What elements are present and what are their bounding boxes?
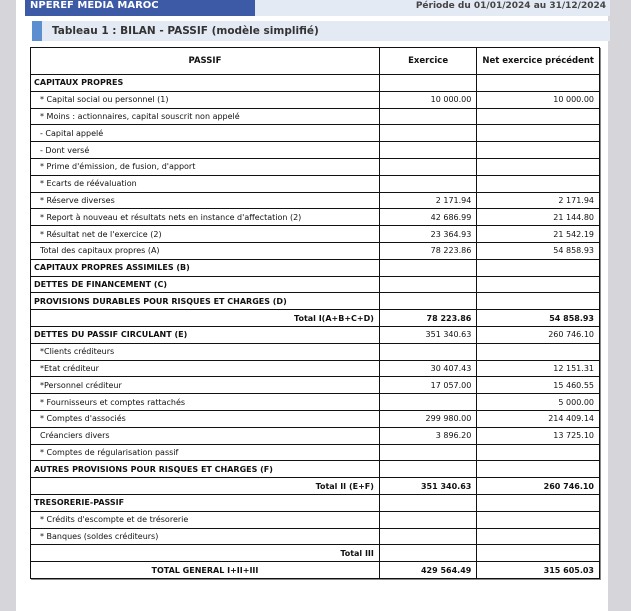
row-value-exercice [379,343,476,360]
row-value-exercice: 3 896.20 [379,427,476,444]
table-title: Tableau 1 : BILAN - PASSIF (modèle simplifié) [52,25,319,37]
row-value-exercice: 2 171.94 [379,192,476,209]
row-value-exercice [379,259,476,276]
row-value-previous [477,293,600,310]
row-label: * Banques (soldes créditeurs) [31,528,380,545]
row-label: * Ecarts de réévaluation [31,175,380,192]
row-value-previous [477,511,600,528]
row-label: Total II (E+F) [31,478,380,495]
row-value-previous [477,494,600,511]
table-row [31,226,600,243]
row-label: Total III [31,545,380,562]
table-row [31,192,600,209]
table-row [31,125,600,142]
column-header-passif: PASSIF [31,48,380,75]
row-label: Créanciers divers [31,427,380,444]
row-label: PROVISIONS DURABLES POUR RISQUES ET CHARGES (D) [31,293,380,310]
row-value-exercice: 42 686.99 [379,209,476,226]
row-label: * Fournisseurs et comptes rattachés [31,394,380,411]
row-value-exercice: 78 223.86 [379,242,476,259]
document-page [16,0,608,611]
table-row [31,427,600,444]
row-label: * Comptes de régularisation passif [31,444,380,461]
row-value-exercice: 30 407.43 [379,360,476,377]
section-row [31,326,600,343]
row-value-previous: 15 460.55 [477,377,600,394]
row-value-previous: 54 858.93 [477,310,600,327]
row-value-exercice [379,125,476,142]
row-value-exercice [379,461,476,478]
row-value-previous: 54 858.93 [477,242,600,259]
row-label: DETTES DU PASSIF CIRCULANT (E) [31,326,380,343]
row-label: * Report à nouveau et résultats nets en instance d'affectation (2) [31,209,380,226]
row-label: - Dont versé [31,142,380,159]
total-row [31,478,600,495]
table-row [31,394,600,411]
row-value-previous [477,175,600,192]
row-label: *Personnel créditeur [31,377,380,394]
column-header-previous: Net exercice précédent [477,48,600,75]
table-row [31,511,600,528]
row-value-previous [477,461,600,478]
row-label: CAPITAUX PROPRES ASSIMILES (B) [31,259,380,276]
row-value-previous [477,158,600,175]
table-title-bar [32,21,610,41]
table-row [31,209,600,226]
row-value-exercice [379,528,476,545]
section-row [31,293,600,310]
row-value-previous: 10 000.00 [477,91,600,108]
row-value-exercice [379,75,476,92]
row-value-previous: 5 000.00 [477,394,600,411]
row-value-previous: 13 725.10 [477,427,600,444]
row-value-exercice: 351 340.63 [379,478,476,495]
row-label: *Clients créditeurs [31,343,380,360]
section-row [31,75,600,92]
row-value-previous [477,545,600,562]
row-value-exercice [379,175,476,192]
section-row [31,461,600,478]
table-row [31,444,600,461]
row-label: Total des capitaux propres (A) [31,242,380,259]
report-period: Période du 01/01/2024 au 31/12/2024 [415,1,606,11]
row-label: DETTES DE FINANCEMENT (C) [31,276,380,293]
row-value-previous: 260 746.10 [477,326,600,343]
row-value-previous [477,75,600,92]
row-label: * Crédits d'escompte et de trésorerie [31,511,380,528]
row-label: * Capital social ou personnel (1) [31,91,380,108]
row-label: TRESORERIE-PASSIF [31,494,380,511]
column-header-exercice: Exercice [379,48,476,75]
table-header-row [31,48,600,75]
table-row [31,175,600,192]
table-row [31,410,600,427]
row-value-previous [477,343,600,360]
table-row [31,108,600,125]
row-label: * Comptes d'associés [31,410,380,427]
row-value-previous: 2 171.94 [477,192,600,209]
row-label: * Résultat net de l'exercice (2) [31,226,380,243]
row-value-previous [477,528,600,545]
row-value-previous: 12 151.31 [477,360,600,377]
row-label: AUTRES PROVISIONS POUR RISQUES ET CHARGES (F) [31,461,380,478]
row-label: Total I(A+B+C+D) [31,310,380,327]
table-row [31,242,600,259]
table-row [31,158,600,175]
row-value-exercice: 78 223.86 [379,310,476,327]
row-label: * Prime d'émission, de fusion, d'apport [31,158,380,175]
table-row [31,91,600,108]
section-row [31,259,600,276]
table-row [31,528,600,545]
table-row [31,360,600,377]
row-label: *Etat créditeur [31,360,380,377]
row-value-previous: 260 746.10 [477,478,600,495]
row-value-exercice: 10 000.00 [379,91,476,108]
table-row [31,343,600,360]
total-row [31,562,600,579]
row-value-exercice [379,158,476,175]
bilan-passif-table [30,47,600,579]
row-value-exercice [379,276,476,293]
row-value-previous: 315 605.03 [477,562,600,579]
row-value-previous [477,276,600,293]
row-value-exercice [379,511,476,528]
row-value-previous: 214 409.14 [477,410,600,427]
row-value-exercice [379,293,476,310]
section-row [31,494,600,511]
section-row [31,276,600,293]
row-value-previous [477,142,600,159]
row-value-exercice: 299 980.00 [379,410,476,427]
report-header [25,0,610,16]
row-value-exercice: 429 564.49 [379,562,476,579]
row-value-previous [477,259,600,276]
table-row [31,377,600,394]
row-value-previous: 21 542.19 [477,226,600,243]
row-value-exercice: 351 340.63 [379,326,476,343]
row-label: CAPITAUX PROPRES [31,75,380,92]
title-accent-marker [32,21,42,41]
row-value-previous [477,125,600,142]
total-row [31,310,600,327]
row-value-exercice [379,444,476,461]
total-row [31,545,600,562]
row-label: * Moins : actionnaires, capital souscrit non appelé [31,108,380,125]
row-value-exercice [379,545,476,562]
table-row [31,142,600,159]
row-value-exercice: 17 057.00 [379,377,476,394]
row-value-previous [477,444,600,461]
row-value-exercice [379,394,476,411]
row-value-exercice [379,108,476,125]
company-name: NPEREF MEDIA MAROC [25,0,255,16]
row-label: - Capital appelé [31,125,380,142]
row-value-previous: 21 144.80 [477,209,600,226]
row-label: * Réserve diverses [31,192,380,209]
row-value-exercice [379,142,476,159]
row-value-exercice [379,494,476,511]
row-value-previous [477,108,600,125]
row-label: TOTAL GENERAL I+II+III [31,562,380,579]
row-value-exercice: 23 364.93 [379,226,476,243]
